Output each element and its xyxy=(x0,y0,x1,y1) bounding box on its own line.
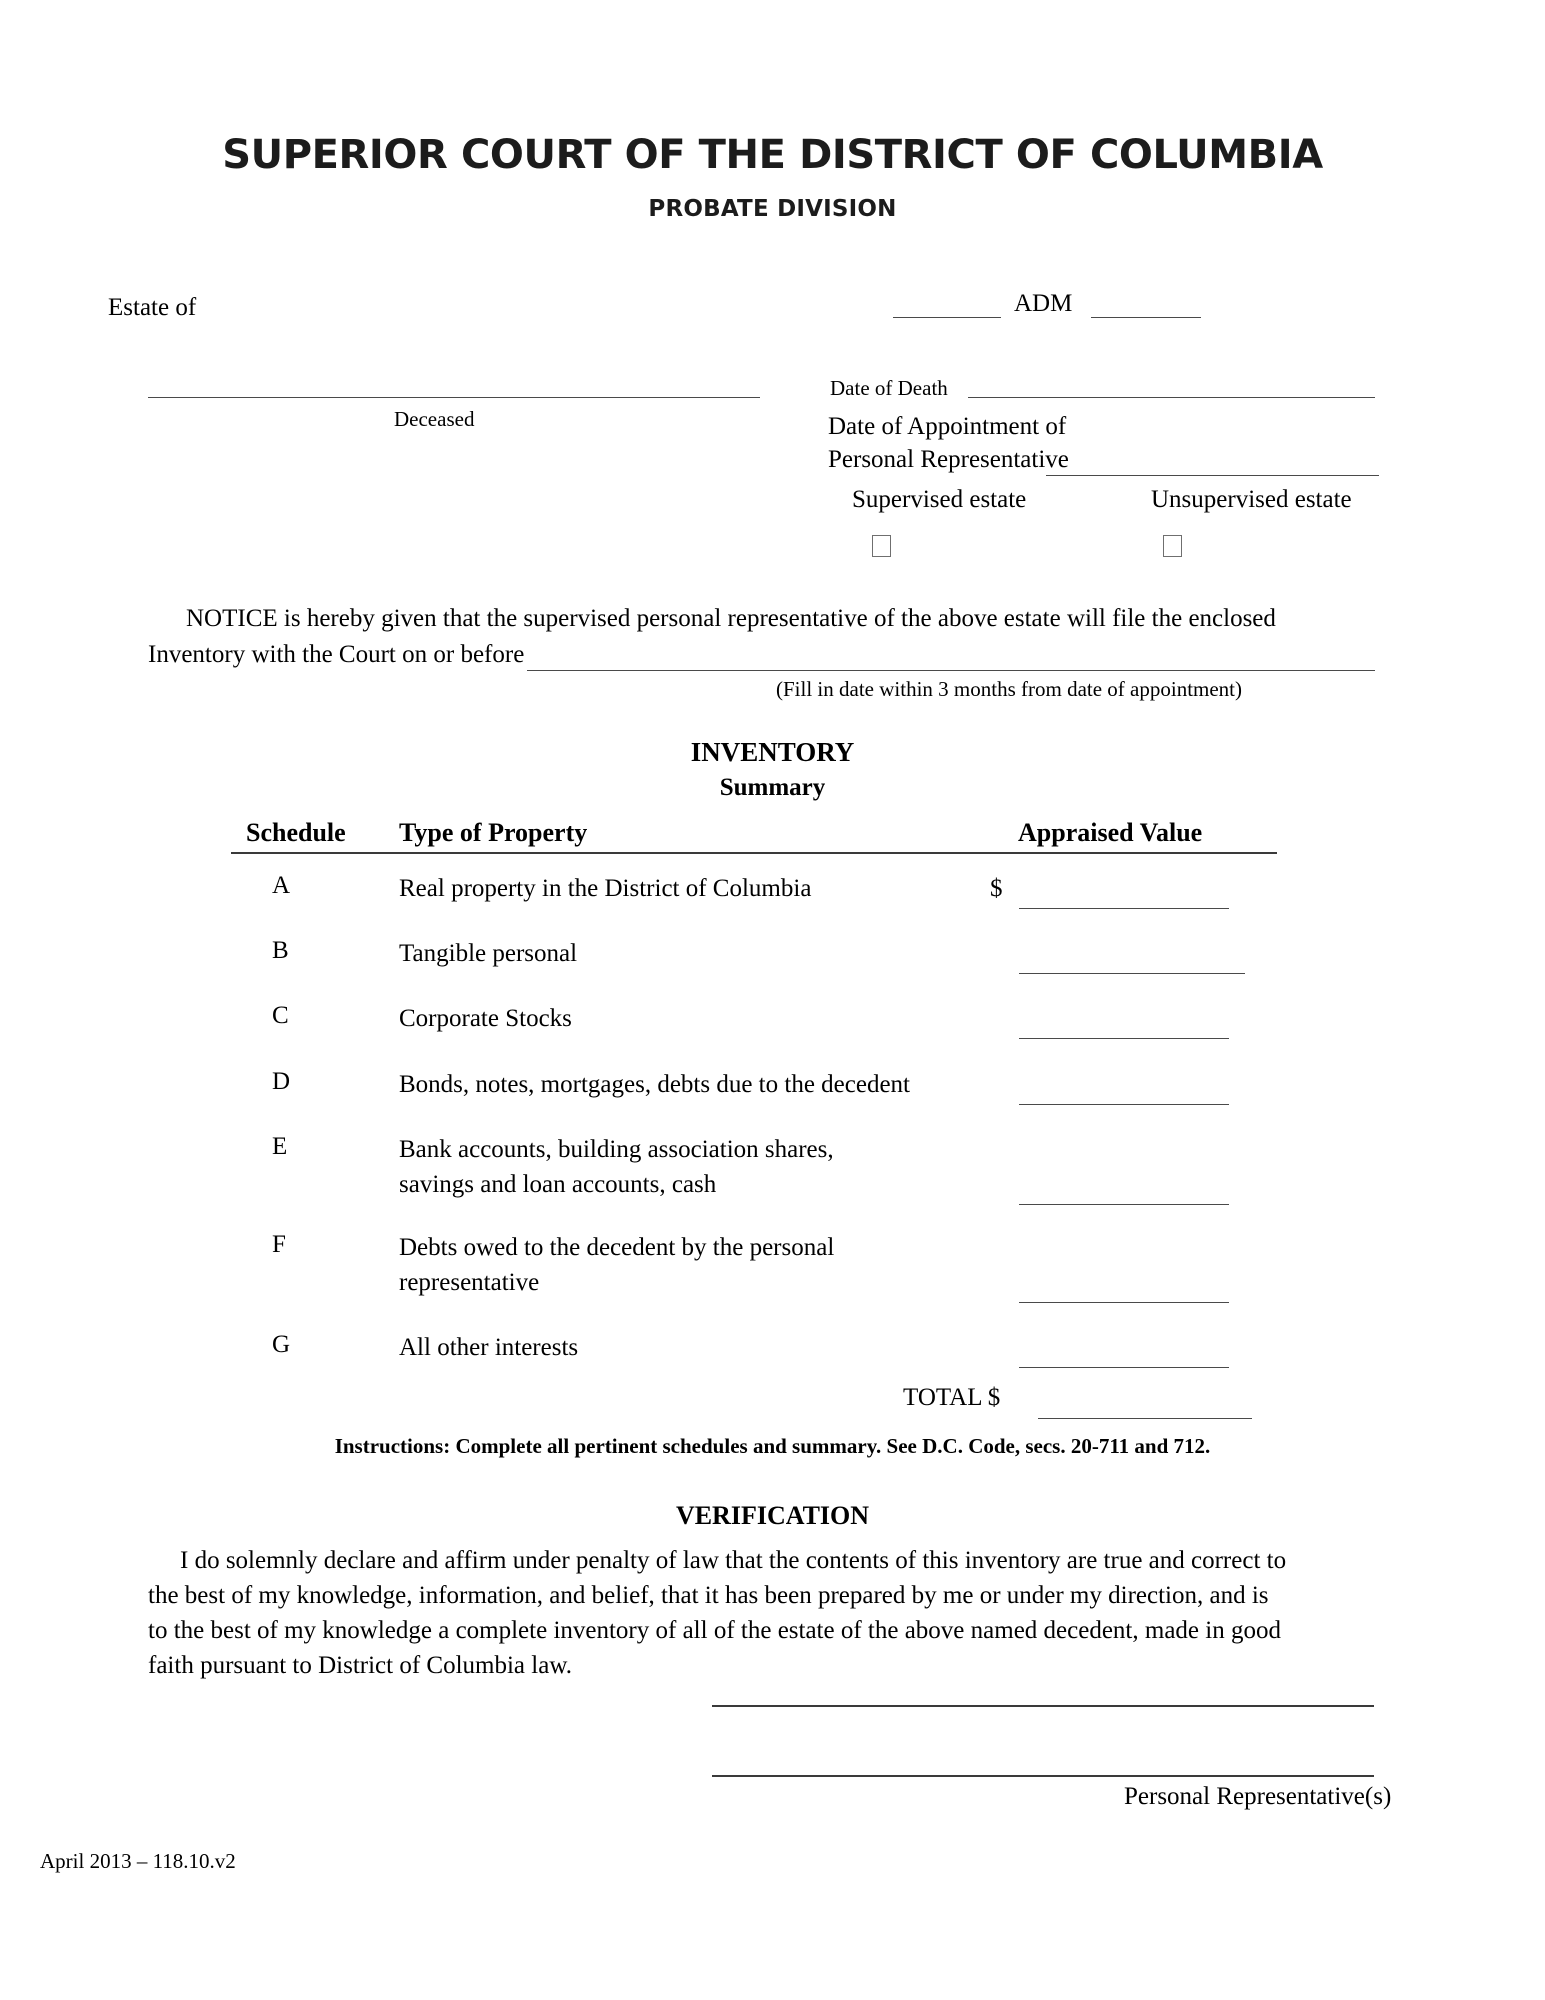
row-schedule-letter: B xyxy=(272,937,289,964)
inventory-title: INVENTORY xyxy=(690,737,855,767)
row-schedule-letter: E xyxy=(272,1133,288,1160)
adm-prefix-input-line[interactable] xyxy=(893,317,1001,318)
row-value-input-line[interactable] xyxy=(1019,1038,1229,1039)
signature-line-1[interactable] xyxy=(712,1705,1374,1707)
row-value-input-line[interactable] xyxy=(1019,973,1245,974)
verification-line-3: to the best of my knowledge a complete inventory of all of the estate of the above named decedent, made in good xyxy=(148,1617,1281,1644)
supervised-estate-checkbox[interactable] xyxy=(872,535,891,557)
personal-representative-label: Personal Representative xyxy=(828,446,1069,473)
row-description: Bonds, notes, mortgages, debts due to the decedent xyxy=(399,1071,910,1098)
row-description: Tangible personal xyxy=(399,940,578,967)
row-value-input-line[interactable] xyxy=(1019,1302,1229,1303)
row-description-continued: savings and loan accounts, cash xyxy=(399,1171,717,1198)
row-description: Bank accounts, building association shares, xyxy=(399,1136,834,1163)
inventory-subtitle: Summary xyxy=(719,774,826,801)
row-value-input-line[interactable] xyxy=(1019,1367,1229,1368)
form-revision-footer: April 2013 – 118.10.v2 xyxy=(40,1849,236,1873)
date-of-death-label: Date of Death xyxy=(830,376,948,400)
estate-of-label: Estate of xyxy=(108,294,197,321)
column-header-appraised-value: Appraised Value xyxy=(1018,818,1203,847)
verification-title: VERIFICATION xyxy=(675,1501,870,1530)
row-description: All other interests xyxy=(399,1334,579,1361)
row-value-input-line[interactable] xyxy=(1019,1104,1229,1105)
date-of-appointment-input-line[interactable] xyxy=(1046,475,1379,476)
notice-line-2: Inventory with the Court on or before xyxy=(148,641,525,668)
signature-line-2[interactable] xyxy=(712,1775,1374,1777)
row-schedule-letter: G xyxy=(272,1331,291,1358)
date-of-appointment-label: Date of Appointment of xyxy=(828,413,1067,440)
row-description: Corporate Stocks xyxy=(399,1005,572,1032)
row-schedule-letter: C xyxy=(272,1002,289,1029)
row-value-input-line[interactable] xyxy=(1019,1204,1229,1205)
adm-label: ADM xyxy=(1014,290,1073,317)
row-schedule-letter: F xyxy=(272,1231,286,1258)
division-subtitle: PROBATE DIVISION xyxy=(648,196,897,222)
row-currency-symbol: $ xyxy=(990,875,1003,902)
signature-caption: Personal Representative(s) xyxy=(1124,1783,1392,1810)
column-header-schedule: Schedule xyxy=(246,818,346,847)
table-header-divider xyxy=(231,852,1277,854)
instructions-note: Instructions: Complete all pertinent schedules and summary. See D.C. Code, secs. 20-711 and 712. xyxy=(334,1434,1211,1458)
column-header-type-of-property: Type of Property xyxy=(399,818,588,847)
deceased-name-input-line[interactable] xyxy=(148,397,760,398)
supervised-estate-label: Supervised estate xyxy=(852,486,1027,513)
adm-number-input-line[interactable] xyxy=(1091,317,1201,318)
deceased-label: Deceased xyxy=(394,407,475,431)
page-title: SUPERIOR COURT OF THE DISTRICT OF COLUMBIA xyxy=(222,132,1323,178)
row-schedule-letter: A xyxy=(272,872,291,899)
total-value-input-line[interactable] xyxy=(1038,1418,1252,1419)
row-description: Debts owed to the decedent by the personal xyxy=(399,1234,835,1261)
unsupervised-estate-label: Unsupervised estate xyxy=(1151,486,1352,513)
row-description: Real property in the District of Columbia xyxy=(399,875,812,902)
verification-line-2: the best of my knowledge, information, and belief, that it has been prepared by me or under my direction, and is xyxy=(148,1582,1269,1609)
verification-line-4: faith pursuant to District of Columbia law. xyxy=(148,1652,572,1679)
row-description-continued: representative xyxy=(399,1269,540,1296)
notice-line-1: NOTICE is hereby given that the supervised personal representative of the above estate will file the enclosed xyxy=(186,605,1276,632)
row-value-input-line[interactable] xyxy=(1019,908,1229,909)
unsupervised-estate-checkbox[interactable] xyxy=(1163,535,1182,557)
fill-in-date-note: (Fill in date within 3 months from date of appointment) xyxy=(776,677,1243,701)
date-of-death-input-line[interactable] xyxy=(968,397,1375,398)
inventory-due-date-input-line[interactable] xyxy=(527,670,1375,671)
total-label: TOTAL $ xyxy=(903,1384,1001,1411)
row-schedule-letter: D xyxy=(272,1068,291,1095)
verification-line-1: I do solemnly declare and affirm under penalty of law that the contents of this inventory are true and correct to xyxy=(180,1547,1287,1574)
